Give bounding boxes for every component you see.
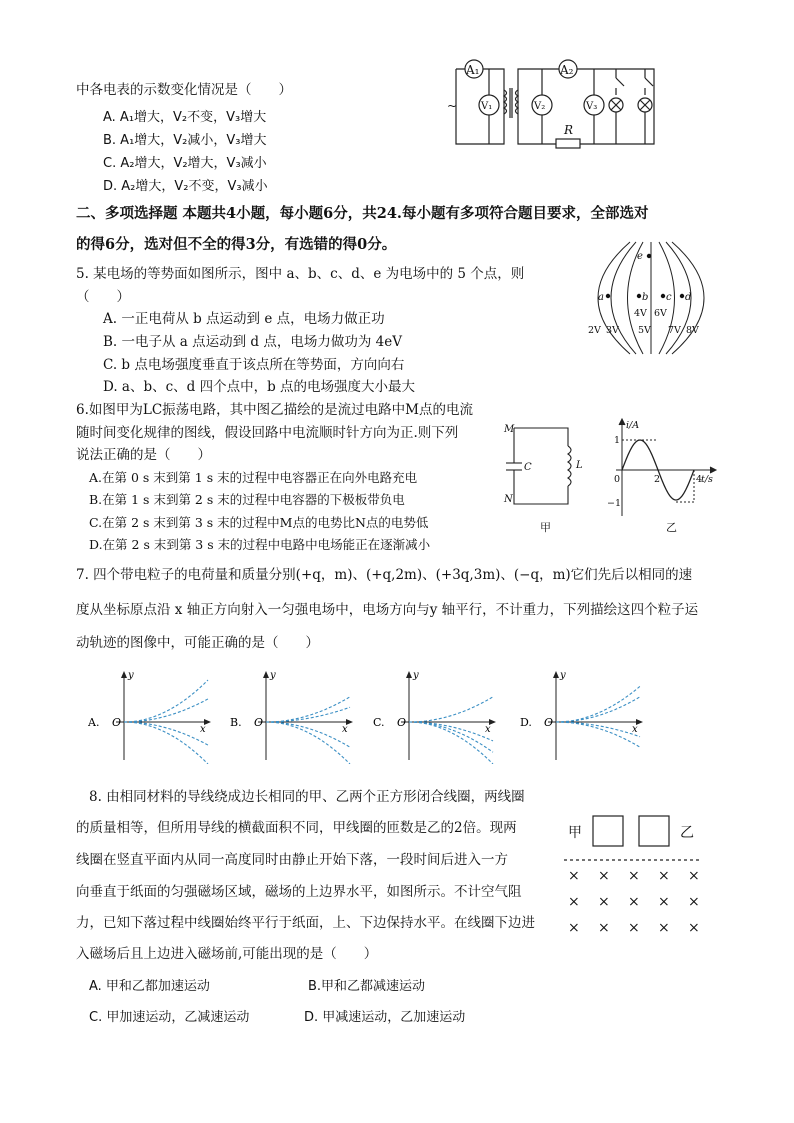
trajectory-curve [124, 699, 208, 722]
q7-b-y-axis-label: y [270, 670, 276, 681]
magnetic-field-cross-icon: × [628, 920, 640, 936]
trajectory-curve [556, 697, 640, 722]
q6-caption-jia: 甲 [540, 521, 551, 534]
q5-point-a: a [598, 292, 604, 303]
q5-volt-2v: 2V [588, 325, 601, 336]
q5-point-b: b [642, 292, 649, 303]
q8-line5: 力，已知下落过程中线圈始终平行于纸面，上、下边保持水平。在线圈下边进 [76, 915, 535, 931]
magnetic-field-cross-icon: × [628, 868, 640, 884]
q8-line1: 8. 由相同材料的导线绕成边长相同的甲、乙两个正方形闭合线圈，两线圈 [89, 789, 525, 805]
q4-resistor-label: R [564, 123, 574, 137]
q5-volt-3v: 3V [606, 325, 619, 336]
trajectory-curve [266, 722, 350, 747]
magnetic-field-cross-icon: × [688, 920, 700, 936]
q6-stem-line3: 说法正确的是（ ） [76, 447, 211, 463]
q6-label-c: C [524, 462, 532, 473]
q7-stem-line2: 度从坐标原点沿 x 轴正方向射入一匀强电场中，电场方向与y 轴平行，不计重力，下列描绘这四个粒子运 [76, 602, 699, 618]
q5-volt-5v: 5V [638, 325, 651, 336]
magnetic-field-cross-icon: × [568, 868, 580, 884]
section2-header-line2: 的得6分，选对但不全的得3分，有选错的得0分。 [76, 236, 397, 253]
q6-stem-line1: 6.如图甲为LC振荡电路，其中图乙描绘的是流过电路中M点的电流 [76, 402, 473, 418]
q6-ytick-neg1: −1 [607, 498, 622, 509]
q6-xtick-0: 0 [614, 474, 621, 485]
q5-point-e: e [637, 251, 643, 262]
magnetic-field-cross-icon: × [658, 920, 670, 936]
q8-option-b: B.甲和乙都减速运动 [308, 979, 426, 994]
magnetic-field-cross-icon: × [598, 868, 610, 884]
q7-option-b-label: B. [230, 716, 242, 729]
q5-volt-8v: 8V [686, 325, 699, 336]
q7-option-c-label: C. [373, 716, 385, 729]
magnetic-field-cross-icon: × [688, 868, 700, 884]
q6-option-d: D.在第 2 s 末到第 3 s 末的过程中电路中电场能正在逐渐减小 [89, 537, 431, 552]
q7-c-origin: O [397, 716, 407, 729]
magnetic-field-cross-icon: × [568, 894, 580, 910]
q4-ammeter-a2-label: A₂ [560, 63, 574, 77]
trajectory-curve [124, 722, 208, 745]
q5-stem-line1: 5. 某电场的等势面如图所示，图中 a、b、c、d、e 为电场中的 5 个点，则 [76, 266, 525, 282]
q6-xtick-2: 2 [654, 474, 661, 485]
q4-circuit-figure [444, 52, 670, 152]
q5-point-c: c [666, 292, 672, 303]
magnetic-field-cross-icon: × [628, 894, 640, 910]
q7-a-y-axis-label: y [128, 670, 134, 681]
q8-label-jia: 甲 [568, 825, 582, 841]
q4-ac-source-icon: ~ [447, 99, 458, 113]
q5-stem-line2: （ ） [76, 289, 130, 305]
q7-c-x-axis-label: x [485, 724, 491, 735]
q5-option-a: A. 一正电荷从 b 点运动到 e 点，电场力做正功 [103, 311, 385, 327]
trajectory-curve [409, 722, 493, 741]
q4-option-b: B. A₁增大，V₂减小，V₃增大 [103, 133, 267, 148]
q7-d-origin: O [544, 716, 554, 729]
q8-option-a: A. 甲和乙都加速运动 [89, 979, 210, 994]
q8-option-d: D. 甲减速运动，乙加速运动 [304, 1010, 466, 1025]
q6-xtick-4: 4 [696, 474, 703, 485]
coil-jia [593, 816, 623, 846]
q8-line4: 向垂直于纸面的匀强磁场区域，磁场的上边界水平，如图所示。不计空气阻 [76, 884, 522, 900]
q5-point-d: d [685, 292, 692, 303]
magnetic-field-cross-icon: × [598, 894, 610, 910]
magnetic-field-cross-icon: × [658, 868, 670, 884]
q6-ytick-1: 1 [614, 435, 621, 446]
q6-option-b: B.在第 1 s 末到第 2 s 末的过程中电容器的下极板带负电 [89, 492, 405, 507]
q5-option-c: C. b 点电场强度垂直于该点所在等势面，方向向右 [103, 357, 405, 373]
q6-xlabel: t/s [701, 474, 713, 485]
q7-graph-d [520, 664, 650, 764]
q8-line3: 线圈在竖直平面内从同一高度同时由静止开始下落，一段时间后进入一方 [76, 852, 508, 868]
q8-line6: 入磁场后且上边进入磁场前,可能出现的是（ ） [76, 946, 378, 962]
q6-current-graph [604, 416, 734, 538]
q6-label-m: M [504, 424, 515, 435]
q4-voltmeter-v2-label: V₂ [534, 101, 546, 112]
q7-option-a-label: A. [88, 716, 100, 729]
q6-lc-circuit-figure [500, 418, 590, 536]
q6-label-l: L [576, 460, 583, 471]
trajectory-curve [556, 686, 640, 722]
q7-stem-line1: 7. 四个带电粒子的电荷量和质量分别(+q，m)、(+q,2m)、(+3q,3m)、(−q，m)它们先后以相同的速 [76, 567, 693, 583]
q7-d-y-axis-label: y [560, 670, 566, 681]
q5-volt-4v: 4V [634, 308, 647, 319]
q4-stem: 中各电表的示数变化情况是（ ） [76, 82, 292, 98]
q4-option-c: C. A₂增大，V₂增大，V₃减小 [103, 156, 267, 171]
q8-label-yi: 乙 [680, 825, 694, 841]
q7-d-x-axis-label: x [632, 724, 638, 735]
magnetic-field-cross-icon: × [568, 920, 580, 936]
trajectory-curve [409, 697, 493, 722]
q7-graph-b [230, 664, 360, 764]
q8-option-c: C. 甲加速运动，乙减速运动 [89, 1010, 250, 1025]
q4-option-a: A. A₁增大，V₂不变，V₃增大 [103, 110, 267, 125]
trajectory-curve [556, 722, 640, 737]
q5-volt-6v: 6V [654, 308, 667, 319]
q7-stem-line3: 动轨迹的图像中，可能正确的是（ ） [76, 635, 319, 651]
q6-ylabel: i/A [626, 420, 640, 431]
magnetic-field-cross-icon: × [658, 894, 670, 910]
q7-graph-c [373, 664, 503, 764]
q8-line2: 的质量相等，但所用导线的横截面积不同，甲线圈的匝数是乙的2倍。现两 [76, 820, 517, 836]
q7-b-x-axis-label: x [342, 724, 348, 735]
magnetic-field-cross-icon: × [598, 920, 610, 936]
q5-option-d: D. a、b、c、d 四个点中，b 点的电场强度大小最大 [103, 379, 416, 395]
q6-stem-line2: 随时间变化规律的图线，假设回路中电流顺时针方向为正.则下列 [76, 425, 459, 441]
q7-a-origin: O [112, 716, 122, 729]
q6-option-c: C.在第 2 s 末到第 3 s 末的过程中M点的电势比N点的电势低 [89, 515, 429, 530]
q7-a-x-axis-label: x [200, 724, 206, 735]
trajectory-curve [266, 707, 350, 722]
q5-equipotential-figure [576, 238, 726, 358]
q8-coils-field-figure [562, 812, 712, 938]
q7-option-d-label: D. [520, 716, 532, 729]
q6-option-a: A.在第 0 s 末到第 1 s 末的过程中电容器正在向外电路充电 [89, 470, 418, 485]
magnetic-field-cross-icon: × [688, 894, 700, 910]
q6-caption-yi: 乙 [666, 521, 677, 534]
section2-header-line1: 二、多项选择题 本题共4小题，每小题6分，共24.每小题有多项符合题目要求，全部选对 [76, 205, 649, 222]
q7-c-y-axis-label: y [413, 670, 419, 681]
trajectory-curve [409, 722, 493, 764]
q7-b-origin: O [254, 716, 264, 729]
q5-volt-7v: 7V [668, 325, 681, 336]
q4-voltmeter-v1-label: V₁ [481, 101, 493, 112]
q5-option-b: B. 一电子从 a 点运动到 d 点，电场力做功为 4eV [103, 334, 402, 350]
q4-option-d: D. A₂增大，V₂不变，V₃减小 [103, 179, 268, 194]
q4-ammeter-a1-label: A₁ [466, 63, 480, 77]
coil-yi [639, 816, 669, 846]
q4-voltmeter-v3-label: V₃ [586, 101, 598, 112]
q7-graph-a [88, 664, 218, 764]
q6-label-n: N [504, 494, 513, 505]
